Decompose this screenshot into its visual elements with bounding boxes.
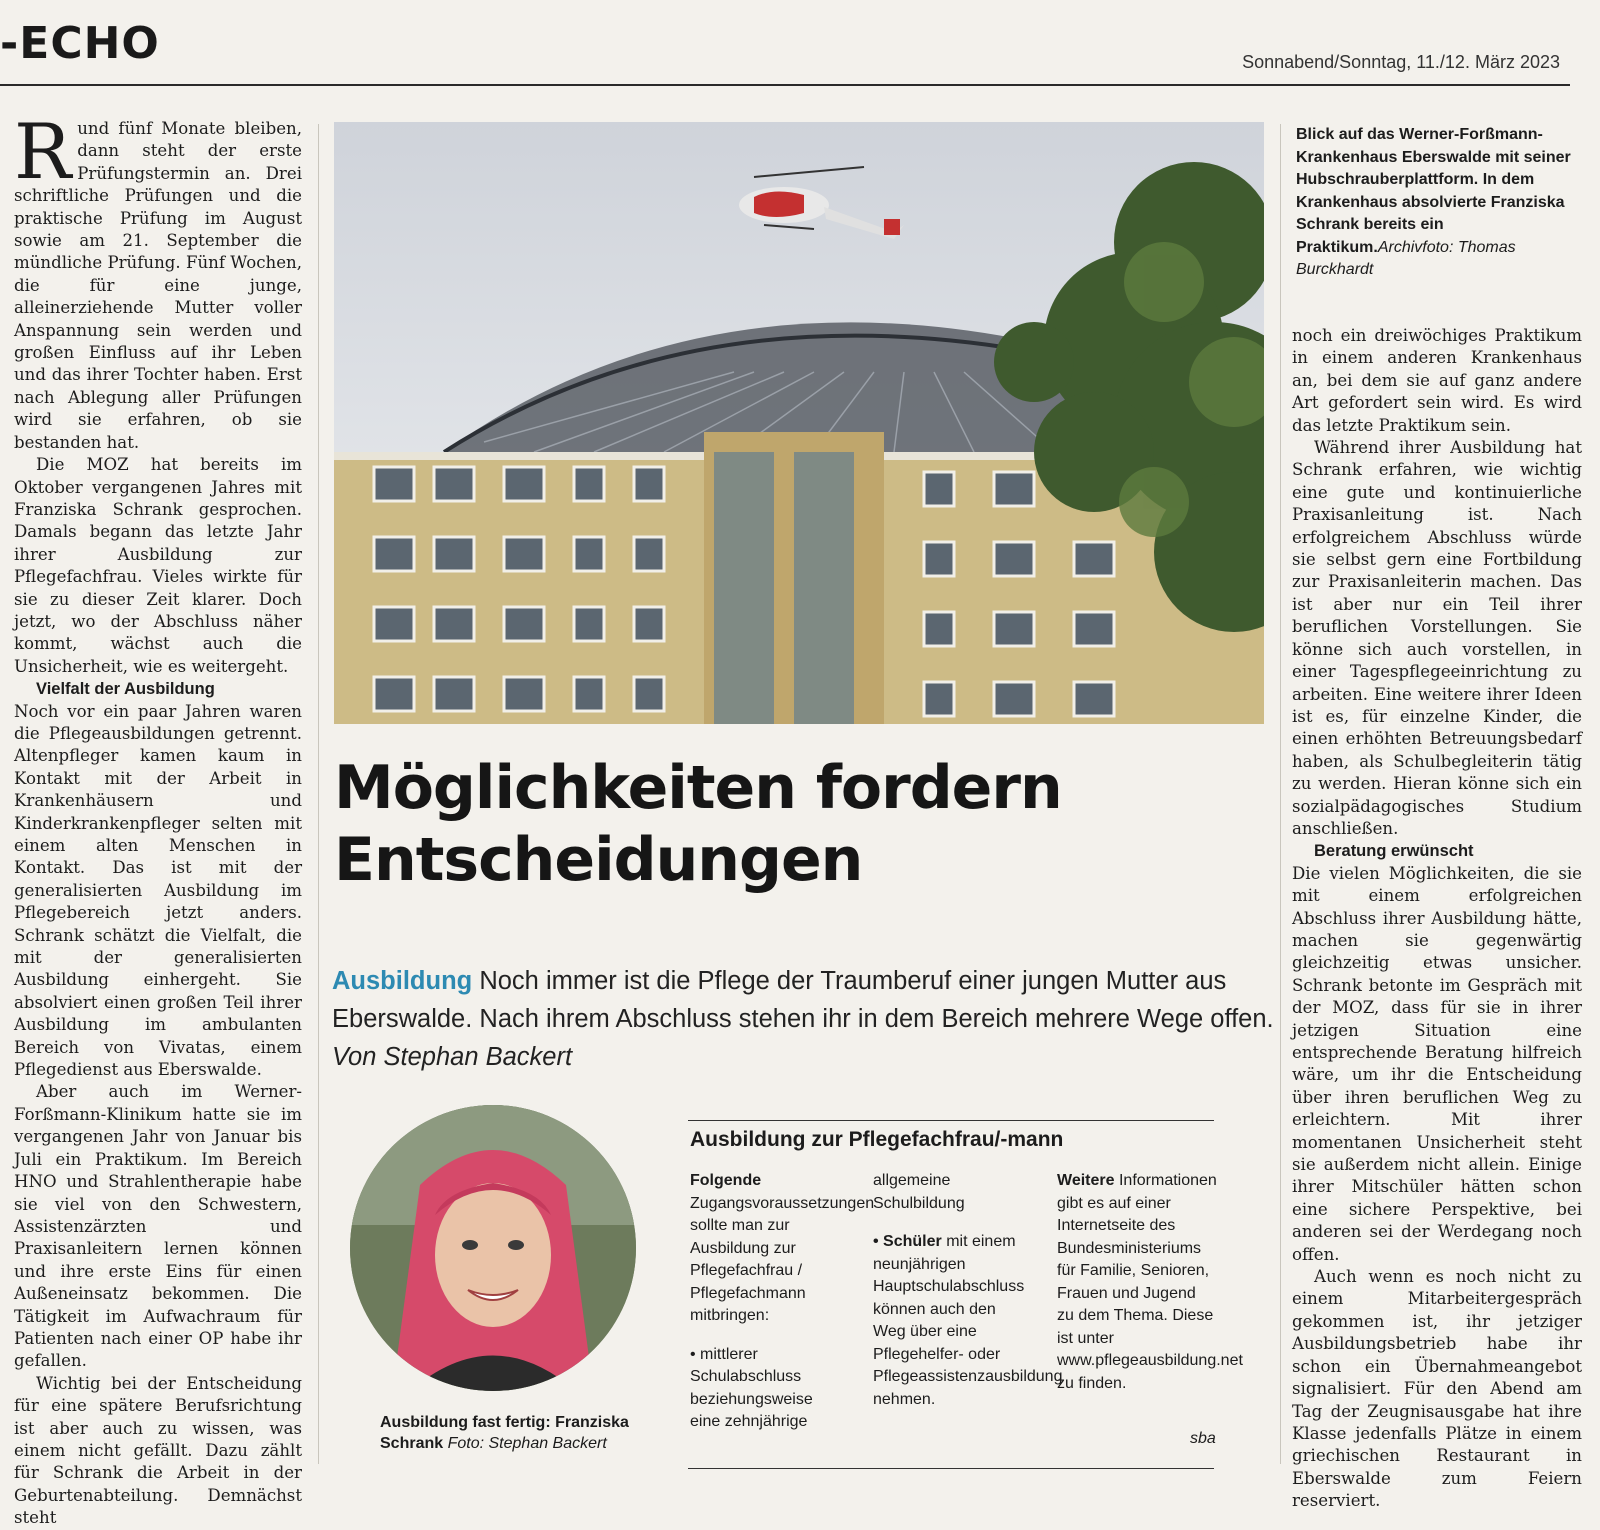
portrait-photo [350, 1105, 636, 1391]
infobox-column-1 [690, 1170, 875, 1450]
paragraph: Aber auch im Werner-Forßmann-Klinikum hatte sie im vergangenen Jahr von Januar bis Juli ein Praktikum. Im Bereich HNO und Strahlentherapie habe sie viel von den Schwestern, Assistenzärzten und Praxisanleitern lernen können und ihre erste Eins für einen Außeneinsatz bekommen. Die Tätigkeit im Aufwachraum für Patienten nach einer OP habe ihr gefallen. [14, 1082, 302, 1371]
column-divider-right [1280, 124, 1281, 1464]
paragraph: Wichtig bei der Entscheidung für eine spätere Berufsrichtung ist aber auch zu wissen, was einem nicht gefällt. Dazu zählt für Schrank die Arbeit in der Geburtenabteilung. Demnächst steht [14, 1373, 302, 1528]
paragraph: Die vielen Möglichkeiten, die sie mit einem erfolgreichen Abschluss ihrer Ausbildung hätte, machen sie gegenwärtig gleichzeitig etwas unsicher. Schrank betonte im Gespräch mit der MOZ, dass für sie in ihrer jetzigen Situation eine entsprechende Beratung hilfreich wäre, um ihr die Entscheidung über ihren beruflichen Weg zu erleichtern. Mit ihrer momentanen Unsicherheit steht sie außerdem nicht allein. Einige ihrer Mitschüler hätten schon eine sichere Perspektive, bei anderen sei der Werdegang noch offen. [1292, 863, 1582, 1264]
column-divider-left [318, 124, 319, 1464]
lead-text: Noch immer ist die Pflege der Traumberuf einer jungen Mutter aus Eberswalde. Nach ihrem Abschluss stehen ihr in dem Bereich mehrere Wege offen. [332, 967, 1274, 1033]
lead-kicker: Ausbildung [332, 967, 473, 995]
infobox-lead-schueler: • Schüler [873, 1233, 942, 1250]
infobox-column-2 [873, 1170, 1063, 1427]
infobox-text: Informationen gibt es auf einer Internetseite des Bundesministeriums für Familie, Senioren, Frauen und Jugend zu dem Thema. Diese ist unter www.pflegeausbildung.net zu finden. [1057, 1172, 1243, 1392]
infobox-text: • mittlerer Schulabschluss beziehungsweise eine zehnjährige [690, 1345, 813, 1430]
infobox-text: Zugangsvoraussetzungen sollte man zur Ausbildung zur Pflegefachfrau / Pflegefachmann mitbringen: [690, 1194, 875, 1324]
masthead: -ECHO [0, 18, 160, 69]
subhead-beratung: Beratung erwünscht [1314, 842, 1474, 861]
paragraph: Noch vor ein paar Jahren waren die Pflegeausbildungen getrennt. Altenpfleger kamen kaum in Kontakt mit der Arbeit in Krankenhäusern und Kinderkrankenpfleger selten mit einem alten Menschen in Kontakt. Das ist mit der generalisierten Ausbildung im Pflegebereich jetzt anders. Schrank schätzt die Vielfalt, die mit der generalisierten Ausbildung einhergeht. Sie absolviert einen großen Teil ihrer Ausbildung im ambulanten Bereich von Vivatas, einem Pflegedienst aus Eberswalde. [14, 701, 302, 1080]
infobox-text: mit einem neunjährigen Hauptschulabschluss können auch den Weg über eine Pflegehelfer- oder Pflegeassistenzausbildung nehmen. [873, 1233, 1063, 1408]
dropcap: R [14, 107, 72, 196]
infobox-signature: sba [1190, 1430, 1216, 1447]
infobox-lead-folgende: Folgende [690, 1172, 762, 1189]
infobox-text: allgemeine Schulbildung [873, 1172, 965, 1212]
infobox-bottom-rule [688, 1468, 1214, 1469]
paragraph: noch ein dreiwöchiges Praktikum in einem anderen Krankenhaus an, bei dem sie auf ganz andere Art gefordert sein wird. Es wird das letzte Praktikum sein. [1292, 326, 1582, 435]
portrait-caption-text: Ausbildung fast fertig: Franziska Schrank [380, 1414, 629, 1452]
dateline: Sonnabend/Sonntag, 11./12. März 2023 [1242, 52, 1560, 72]
infobox-top-rule [688, 1120, 1214, 1121]
paragraph: Während ihrer Ausbildung hat Schrank erfahren, wie wichtig eine gute und kontinuierliche Praxisanleitung ist. Nach erfolgreichem Abschluss würde sie selbst gern eine Fortbildung zur Praxisanleiterin machen. Das ist aber nur ein Teil ihrer beruflichen Vorstellungen. Sie könne sich auch vorstellen, in einer Tagespflegeeinrichtung zu arbeiten. Eine weitere ihrer Ideen ist es, für einzelne Kinder, die einen erhöhten Betreuungsbedarf haben, als Schulbegleiterin tätig zu werden. Hieran könne sich ein sozialpädagogisches Studium anschließen. [1292, 438, 1582, 838]
right-column [1292, 325, 1582, 1513]
photo-credit: Archivfoto: Thomas Burckhardt [1296, 238, 1516, 278]
infobox-lead-weitere: Weitere [1057, 1172, 1115, 1189]
subhead-vielfalt: Vielfalt der Ausbildung [36, 680, 215, 699]
paragraph: Auch wenn es noch nicht zu einem Mitarbeitergespräch gekommen ist, ihr jetziger Ausbildungsbetrieb habe ihr schon ein Übernahmeangebot signalisiert. Für den Abend am Tag der Zeugnisausgabe hat ihre Klasse jedenfalls Plätze in einem griechischen Restaurant in Eberswalde zum Feiern reserviert. [1292, 1267, 1582, 1511]
photo-caption-text: Blick auf das Werner-Forßmann-Krankenhaus Eberswalde mit seiner Hubschrauberplattform. In dem Krankenhaus absolvierte Franziska Schrank bereits ein Praktikum. [1296, 126, 1571, 256]
infobox-title: Ausbildung zur Pflegefachfrau/-mann [690, 1128, 1064, 1151]
photo-caption [1296, 124, 1581, 282]
paragraph: Die MOZ hat bereits im Oktober vergangenen Jahres mit Franziska Schrank gesprochen. Damals begann das letzte Jahr ihrer Ausbildung zur Pflegefachfrau. Vieles wirkte für sie zu dieser Zeit klarer. Doch jetzt, wo der Abschluss näher kommt, wächst auch die Unsicherheit, wie es weitergeht. [14, 455, 302, 676]
portrait-caption [380, 1412, 640, 1454]
lead-paragraph [332, 962, 1282, 1076]
hospital-helipad-photo [334, 122, 1264, 724]
infobox-column-3 [1057, 1170, 1243, 1411]
left-column [14, 107, 302, 1530]
top-rule [0, 84, 1570, 86]
intro-paragraph [14, 107, 302, 454]
intro-text: und fünf Monate bleiben, dann steht der erste Prüfungstermin an. Drei schriftliche Prüfungen und die praktische Prüfung im August sowie am 21. September die mündliche Prüfung. Fünf Wochen, die für eine junge, alleinerziehende Mutter voller Anspannung sein werden und großen Einfluss auf ihr Leben und das ihrer Tochter haben. Erst nach Ablegung aller Prüfungen wird sie erfahren, ob sie bestanden hat. [14, 119, 302, 452]
headline: Möglichkeiten fordern Entscheidungen [334, 753, 1062, 895]
byline: Von Stephan Backert [332, 1043, 573, 1071]
portrait-credit: Foto: Stephan Backert [447, 1435, 607, 1452]
